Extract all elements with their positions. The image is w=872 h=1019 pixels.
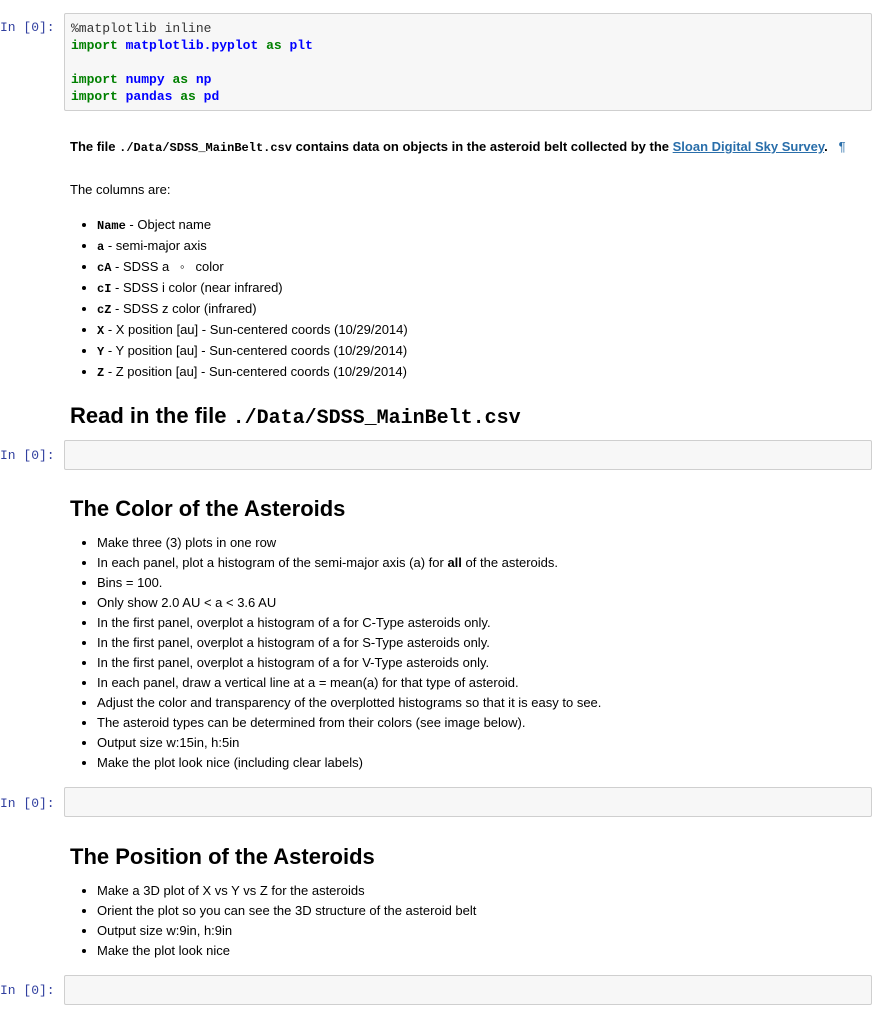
intro-paragraph: The file ./Data/SDSS_MainBelt.csv contains data on objects in the asteroid belt collected by the Sloan Digital Sky Survey. ¶ [70,139,846,155]
code-line: import numpy as np [71,72,212,87]
list-item: • Z - Z position [au] - Sun-centered coords (10/29/2014) [97,362,860,383]
list-item: • Make a 3D plot of X vs Y vs Z for the asteroids [97,881,860,901]
cell-prompt: In [0]: [0,448,55,463]
list-item: • In each panel, plot a histogram of the semi-major axis (a) for all of the asteroids. [97,553,860,573]
color-heading: The Color of the Asteroids [70,496,346,521]
list-item: • cZ - SDSS z color (infrared) [97,299,860,320]
list-item: • In the first panel, overplot a histogram of a for S-Type asteroids only. [97,633,860,653]
code-line: import matplotlib.pyplot as plt [71,38,313,53]
file-path: ./Data/SDSS_MainBelt.csv [119,141,292,155]
list-item: • a - semi-major axis [97,236,860,257]
list-item: • Name - Object name [97,215,860,236]
code-cell-empty[interactable] [64,975,872,1005]
pilcrow-anchor[interactable]: ¶ [838,139,846,154]
cell-prompt: In [0]: [0,20,55,35]
list-item: • X - X position [au] - Sun-centered coords (10/29/2014) [97,320,860,341]
position-list [70,881,860,961]
columns-intro: The columns are: [70,182,171,197]
columns-list [70,215,860,383]
color-list [70,533,860,773]
code-line: %matplotlib inline [71,21,212,36]
cell-prompt: In [0]: [0,983,55,998]
position-heading: The Position of the Asteroids [70,844,375,869]
cell-prompt: In [0]: [0,796,55,811]
list-item: • Y - Y position [au] - Sun-centered coords (10/29/2014) [97,341,860,362]
code-cell-empty[interactable] [64,787,872,817]
code-cell-imports[interactable] [64,13,872,111]
list-item: • Bins = 100. [97,573,860,593]
list-item: • Orient the plot so you can see the 3D structure of the asteroid belt [97,901,860,921]
list-item: • Output size w:15in, h:5in [97,733,860,753]
list-item: • In the first panel, overplot a histogram of a for V-Type asteroids only. [97,653,860,673]
list-item: • Make the plot look nice [97,941,860,961]
list-item: • The asteroid types can be determined from their colors (see image below). [97,713,860,733]
list-item: • In each panel, draw a vertical line at a = mean(a) for that type of asteroid. [97,673,860,693]
code-cell-empty[interactable] [64,440,872,470]
read-heading: Read in the file ./Data/SDSS_MainBelt.csv [70,403,521,430]
list-item: • Adjust the color and transparency of the overplotted histograms so that it is easy to see. [97,693,860,713]
sdss-link[interactable]: Sloan Digital Sky Survey [672,139,825,154]
list-item: • Output size w:9in, h:9in [97,921,860,941]
list-item: • In the first panel, overplot a histogram of a for C-Type asteroids only. [97,613,860,633]
list-item: • Only show 2.0 AU < a < 3.6 AU [97,593,860,613]
list-item: • cI - SDSS i color (near infrared) [97,278,860,299]
code-line: import pandas as pd [71,89,220,104]
list-item: • Make the plot look nice (including clear labels) [97,753,860,773]
list-item: • Make three (3) plots in one row [97,533,860,553]
list-item: • cA - SDSS a ◦ color [97,257,860,278]
